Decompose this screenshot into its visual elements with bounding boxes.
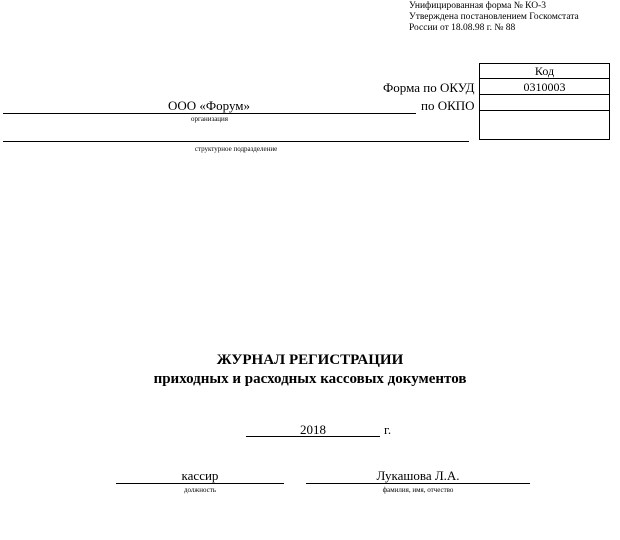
form-header xyxy=(409,1,579,34)
form-header-line-2: Утверждена постановлением Госкомстата xyxy=(409,12,579,22)
division-code-value[interactable] xyxy=(480,111,610,140)
okud-label: Форма по ОКУД xyxy=(383,80,475,95)
position-caption: должность xyxy=(183,486,217,494)
year-line xyxy=(246,436,380,437)
year-suffix: г. xyxy=(384,422,392,437)
okud-value[interactable]: 0310003 xyxy=(480,79,610,95)
codes-header: Код xyxy=(480,64,610,79)
division-line xyxy=(3,141,469,142)
division-caption: структурное подразделение xyxy=(194,145,278,153)
name-caption: фамилия, имя, отчество xyxy=(382,486,454,494)
position-value[interactable]: кассир xyxy=(181,468,219,483)
form-header-line-3: России от 18.08.98 г. № 88 xyxy=(409,23,516,33)
organization-line xyxy=(3,113,416,114)
name-line xyxy=(306,483,530,484)
form-header-line-1: Унифицированная форма № КО-3 xyxy=(409,1,547,11)
name-value[interactable]: Лукашова Л.А. xyxy=(376,468,460,483)
position-line xyxy=(116,483,284,484)
document-subtitle: приходных и расходных кассовых документов xyxy=(153,371,467,387)
organization-caption: организация xyxy=(190,115,229,123)
document-title: ЖУРНАЛ РЕГИСТРАЦИИ xyxy=(216,352,404,368)
okpo-value[interactable] xyxy=(480,95,610,111)
year-value[interactable]: 2018 xyxy=(300,422,326,437)
organization-value[interactable]: ООО «Форум» xyxy=(167,98,251,113)
okpo-label: по ОКПО xyxy=(421,98,475,113)
codes-table xyxy=(479,63,610,140)
